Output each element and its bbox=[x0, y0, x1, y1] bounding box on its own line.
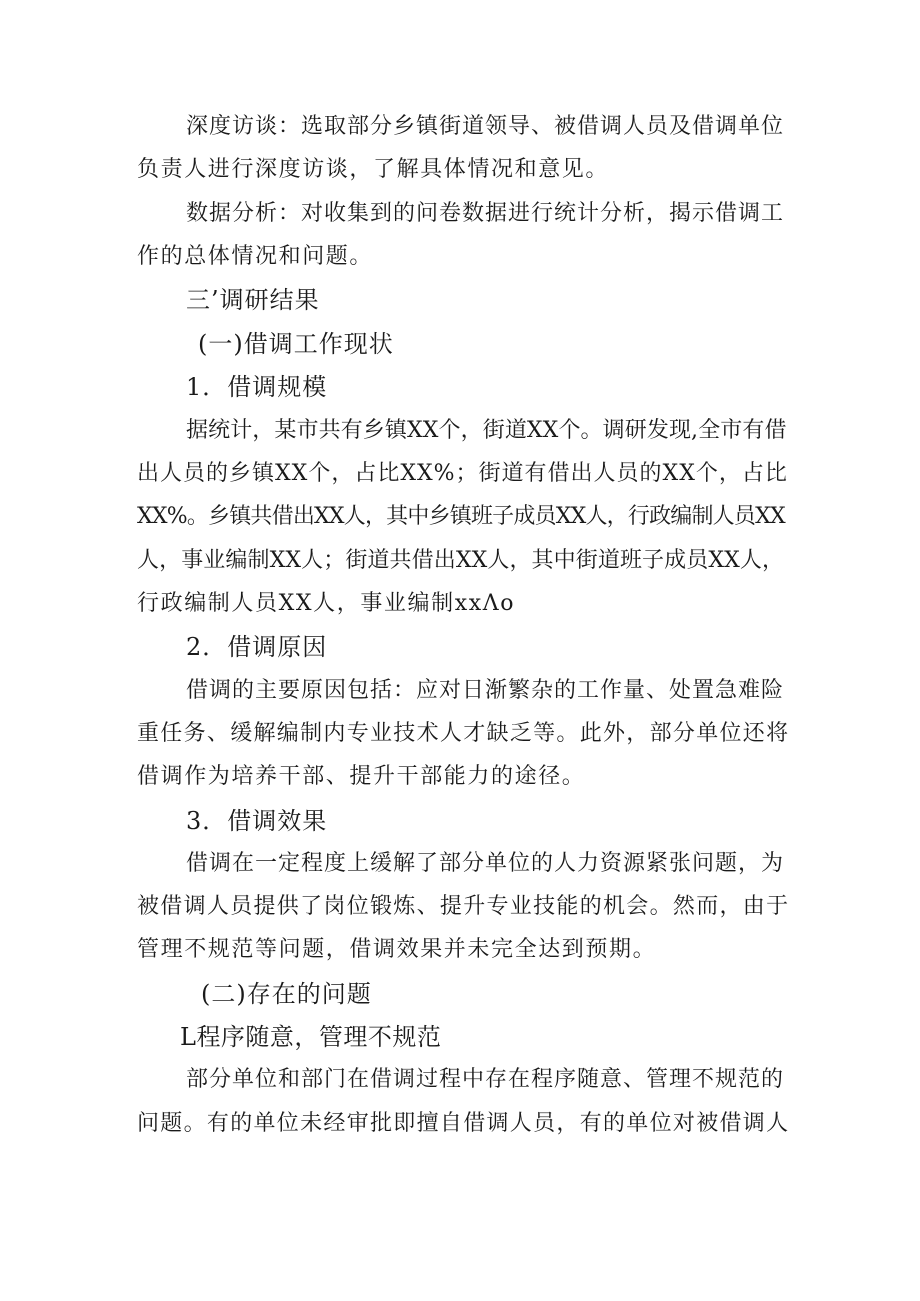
paragraph-line: 深度访谈：选取部分乡镇街道领导、被借调人员及借调单位 bbox=[186, 114, 785, 139]
item-heading: 2．借调原因 bbox=[186, 633, 328, 661]
paragraph-line: 被借调人员提供了岗位锻炼、提升专业技能的机会。然而，由于 bbox=[137, 894, 790, 919]
subsection-heading: (一)借调工作现状 bbox=[198, 330, 394, 358]
paragraph-line: XX%。乡镇共借出XX人，其中乡镇班子成员XX人，行政编制人员XX bbox=[137, 504, 785, 529]
paragraph-line: 作的总体情况和问题。 bbox=[137, 244, 374, 269]
subsection-heading: (二)存在的问题 bbox=[201, 980, 372, 1008]
paragraph-line: 借调作为培养干部、提升干部能力的途径。 bbox=[137, 764, 586, 789]
paragraph-line: 负责人进行深度访谈，了解具体情况和意见。 bbox=[137, 157, 610, 182]
item-heading: 1．借调规模 bbox=[186, 373, 328, 401]
paragraph-line: 出人员的乡镇XX个，占比XX%；街道有借出人员的XX个，占比 bbox=[137, 461, 788, 486]
paragraph-line: 借调在一定程度上缓解了部分单位的人力资源紧张问题，为 bbox=[186, 851, 785, 876]
paragraph-line: 人，事业编制XX人；街道共借出XX人，其中街道班子成员XX人， bbox=[137, 548, 785, 573]
paragraph-line: 借调的主要原因包括：应对日渐繁杂的工作量、处置急难险 bbox=[186, 678, 785, 703]
paragraph-line: 管理不规范等问题，借调效果并未完全达到预期。 bbox=[137, 937, 657, 962]
paragraph-line: 问题。有的单位未经审批即擅自借调人员，有的单位对被借调人 bbox=[137, 1111, 790, 1136]
paragraph-line: 数据分析：对收集到的问卷数据进行统计分析，揭示借调工 bbox=[186, 201, 785, 226]
paragraph-line: 行政编制人员XX人，事业编制xxΛo bbox=[137, 591, 516, 616]
section-heading: 三’调研结果 bbox=[186, 286, 320, 314]
paragraph-line: 重任务、缓解编制内专业技术人才缺乏等。此外，部分单位还将 bbox=[137, 721, 790, 746]
paragraph-line: 部分单位和部门在借调过程中存在程序随意、管理不规范的 bbox=[186, 1067, 785, 1092]
paragraph-line: 据统计，某市共有乡镇XX个，街道XX个。调研发现,全市有借 bbox=[186, 418, 787, 443]
item-heading: L程序随意，管理不规范 bbox=[180, 1023, 442, 1051]
item-heading: 3．借调效果 bbox=[186, 807, 328, 835]
